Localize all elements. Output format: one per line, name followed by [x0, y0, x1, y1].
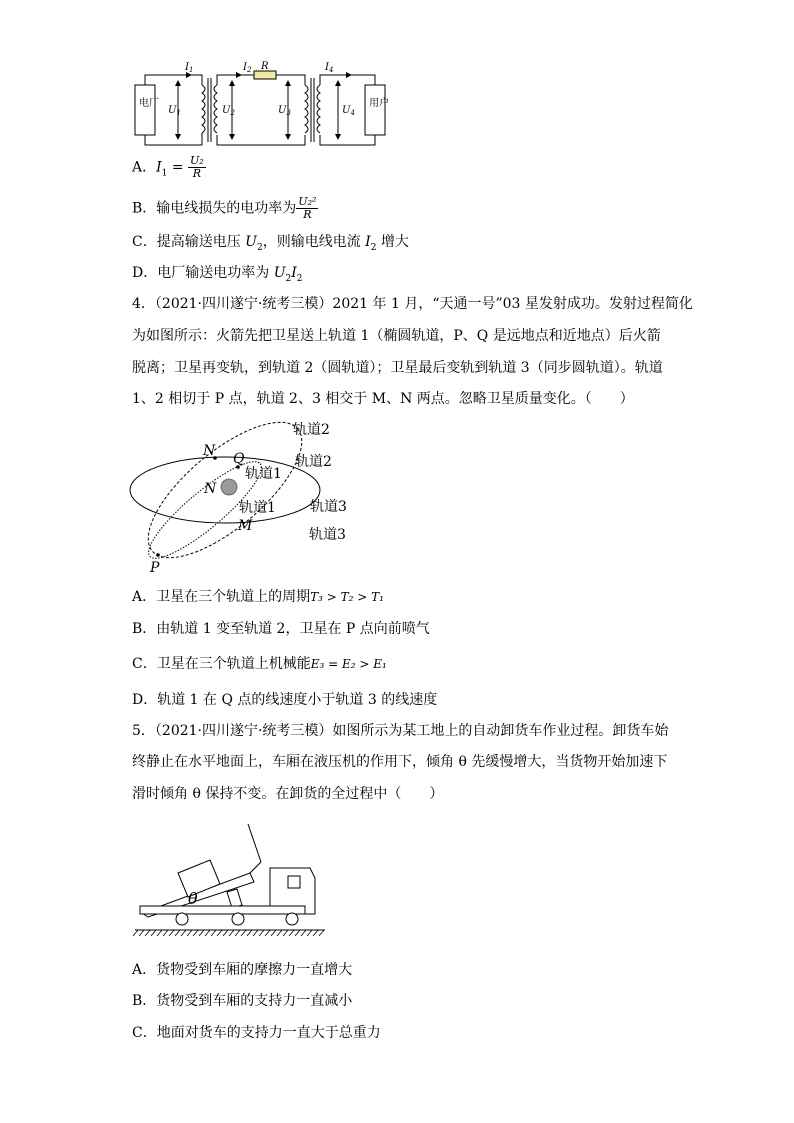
- point-n-top: N: [203, 443, 216, 459]
- q4-stem-line-1: 4．（2021·四川遂宁·统考三模）2021 年 1 月，“天通一号”03 星发射成功。发射过程简化: [132, 296, 693, 312]
- orbit3-label-a: 轨道3: [310, 499, 347, 515]
- q4-option-b: B．由轨道 1 变至轨道 2，卫星在 P 点向前喷气: [132, 621, 430, 637]
- q4-option-d: D．轨道 1 在 Q 点的线速度小于轨道 3 的线速度: [132, 692, 438, 708]
- point-q: Q: [233, 451, 245, 467]
- orbit2-label-b: 轨道2: [295, 454, 332, 470]
- svg-text:U3: $U_3$: [278, 105, 291, 117]
- q4-option-c: C．卫星在三个轨道上机械能E₃ = E₂ > E₁: [132, 656, 387, 672]
- q4-stem-line-3: 脱离；卫星再变轨，到轨道 2（圆轨道）；卫星最后变轨到轨道 3（同步圆轨道）。轨道: [132, 360, 663, 376]
- q3-option-b: B．输电线损失的电功率为 $\frac{\text{U₂²}}{R}$: [132, 195, 317, 221]
- q4-stem-line-2: 为如图所示：火箭先把卫星送上轨道 1（椭圆轨道，P、Q 是远地点和近地点）后火箭: [132, 328, 661, 344]
- earth: [221, 479, 237, 495]
- svg-text:I2: $I_2$: [243, 62, 252, 74]
- q4-stem-line-4: 1、2 相切于 P 点，轨道 2、3 相交于 M、N 两点。忽略卫星质量变化。（ ）: [132, 391, 634, 407]
- orbit1-label-a: 轨道1: [245, 466, 282, 482]
- theta-label: θ: [188, 889, 198, 908]
- svg-text:U1: $U_1$: [168, 105, 181, 117]
- svg-text:U2: $U_2$: [222, 105, 235, 117]
- power-plant-box: [135, 85, 155, 135]
- q5-option-a: A．货物受到车厢的摩擦力一直增大: [132, 962, 353, 978]
- svg-text:U4: $U_4$: [342, 105, 355, 117]
- q5-stem-line-3: 滑时倾角 θ 保持不变。在卸货的全过程中（ ）: [132, 786, 444, 802]
- orbit2-label-a: 轨道2: [293, 422, 330, 438]
- satellite-orbits-figure: [125, 415, 375, 580]
- resistor-label: R: [261, 61, 269, 72]
- q3-option-d: D．电厂输送电功率为 $U_2I_2$: [132, 265, 303, 284]
- point-m: M: [238, 518, 253, 534]
- power-plant-label-1: 电厂: [139, 98, 159, 109]
- power-transmission-circuit-figure: [130, 60, 410, 150]
- q3-option-c: C．提高输送电压 $U_2$，则输电线电流 $I_2$ 增大: [132, 234, 409, 253]
- q3-option-a: A．$I_1$ = $\frac{\text{U₂}}{R}$: [132, 154, 204, 180]
- user-label: 用户: [369, 98, 389, 109]
- q5-stem-line-1: 5．（2021·四川遂宁·统考三模）如图所示为某工地上的自动卸货车作业过程。卸货车始: [132, 723, 669, 739]
- q4-option-a: A．卫星在三个轨道上的周期T₃ > T₂ > T₁: [132, 589, 384, 605]
- svg-text:I1: $I_1$: [185, 62, 194, 74]
- point-n-center: N: [204, 481, 217, 497]
- q5-option-b: B．货物受到车厢的支持力一直减小: [132, 993, 353, 1009]
- q5-stem-line-2: 终静止在水平地面上，车厢在液压机的作用下，倾角 θ 先缓慢增大，当货物开始加速下: [132, 754, 668, 770]
- svg-text:I4: $I_4$: [325, 62, 334, 74]
- dump-truck-figure: [130, 818, 330, 943]
- point-p: P: [150, 560, 160, 576]
- user-box: [365, 85, 385, 135]
- orbit1-label-b: 轨道1: [239, 500, 276, 516]
- q5-option-c: C．地面对货车的支持力一直大于总重力: [132, 1025, 381, 1041]
- orbit3-label-b: 轨道3: [309, 527, 346, 543]
